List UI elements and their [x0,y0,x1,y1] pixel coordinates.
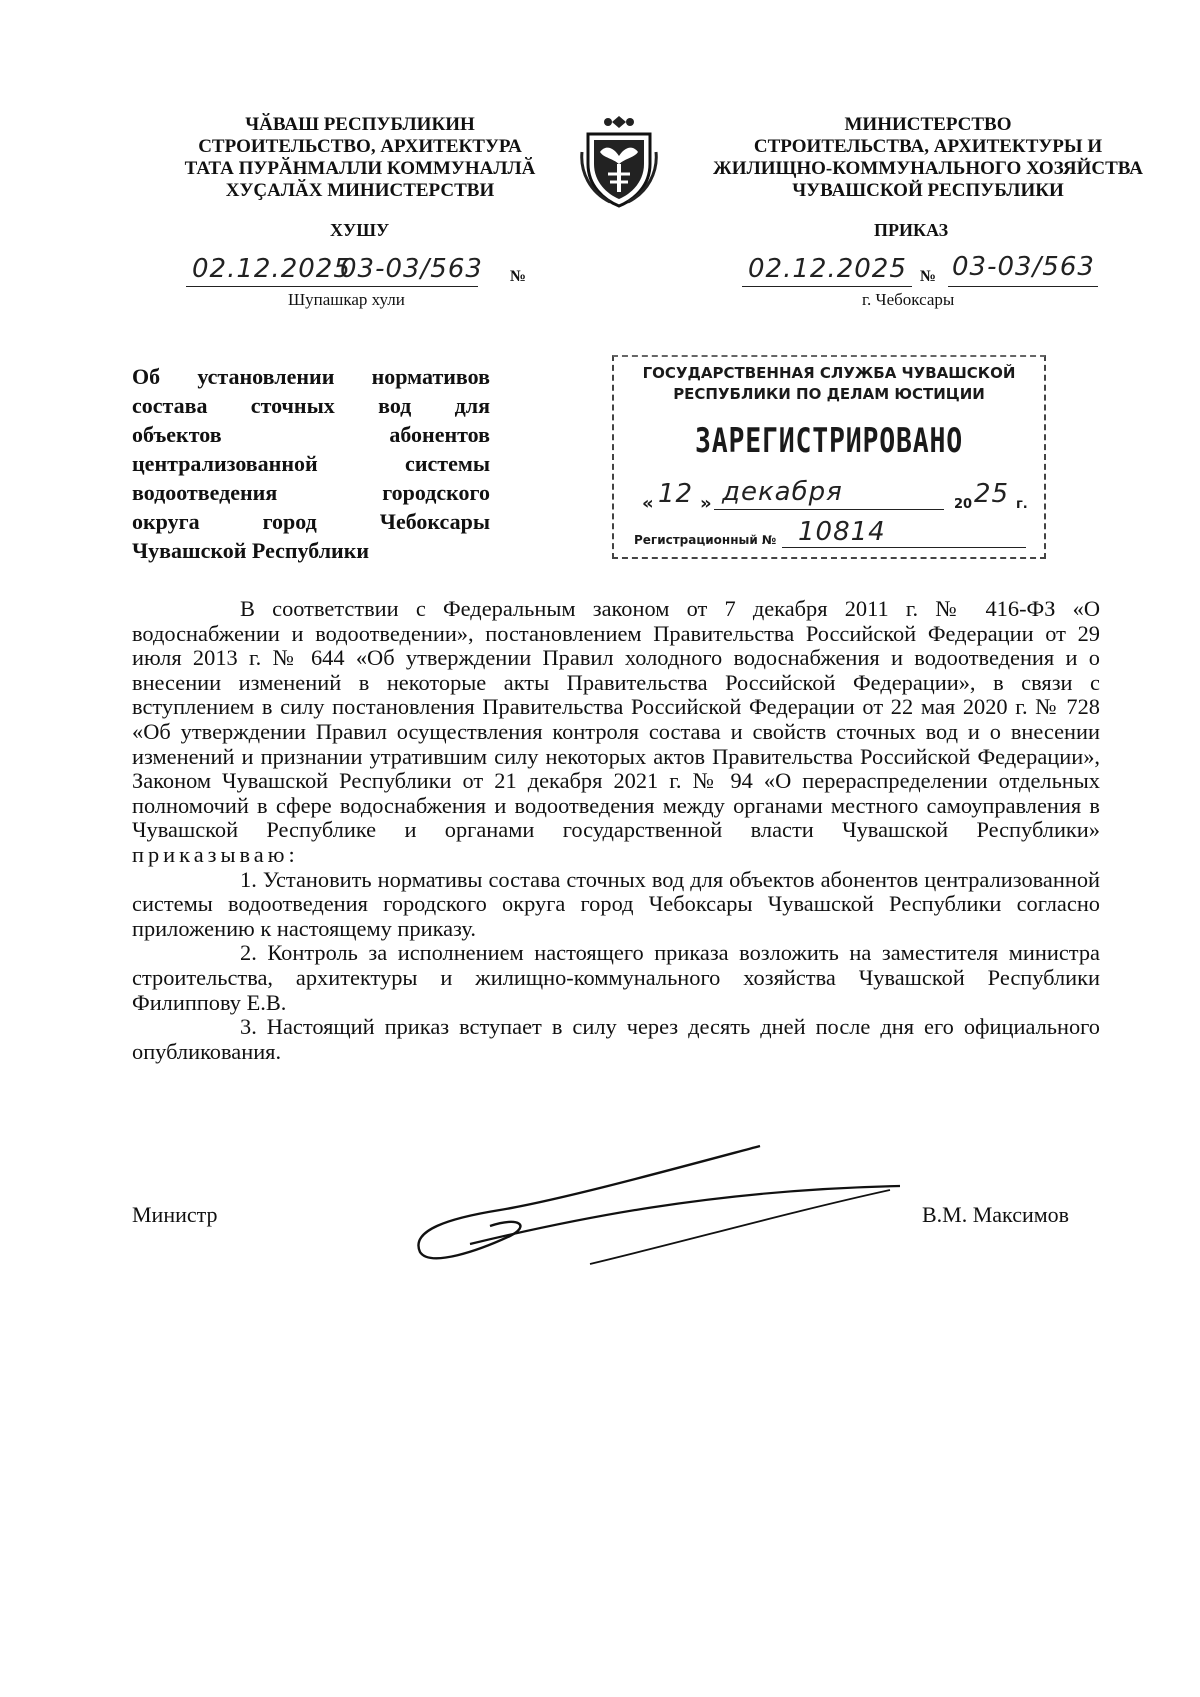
stamp-quote-open: « [642,493,654,514]
doc-kind-russian: ПРИКАЗ [874,220,949,240]
signatory-name: В.М. Максимов [922,1202,1070,1227]
stamp-status: ЗАРЕГИСТРИРОВАНО [695,421,963,461]
header-right-line: ЖИЛИЩНО-КОММУНАЛЬНОГО ХОЗЯЙСТВА [713,158,1143,179]
stamp-year-suffix: 25 [974,479,1010,509]
subject-line: водоотведения городского [132,480,490,505]
doc-kind-chuvash: ХУШУ [330,220,390,240]
preamble-paragraph [132,597,1100,868]
stamp-reg-line [782,547,1026,548]
stamp-month: декабря [722,477,843,507]
chuvash-coat-of-arms-icon [580,112,658,208]
stamp-org-line: РЕСПУБЛИКИ ПО ДЕЛАМ ЮСТИЦИИ [673,385,985,403]
signature-icon [410,1140,910,1270]
order-item: 2. Контроль за исполнением настоящего приказа возложить на заместителя министра строительства, архитектуры и жилищно-коммунального хозяйства Чувашской Республики Филиппову Е.В. [132,940,1100,1015]
order-word: приказываю: [132,841,299,867]
subject-line: централизованной системы [132,451,490,476]
preamble-text: В соответствии с Федеральным законом от 7 декабря 2011 г. № 416-ФЗ «О водоснабжении и водоотведении», постановлением Правительства Российской Федерации от 29 июля 2013 г. № 644 «Об утверждении Правил холодного водоснабжения и водоотведения и о внесении изменений в некоторые акты Правительства Российской Федерации», в связи с вступлением в силу постановления Правительства Российской Федерации от 22 мая 2020 г. № 728 «Об утверждении Правил осуществления контроля состава и свойств сточных вод и о внесении изменений и признании утратившим силу некоторых актов Правительства Российской Федерации», Законом Чувашской Республики от 21 декабря 2021 г. № 94 «О перераспределении отдельных полномочий в сфере водоснабжения и водоотведения между органами местного самоуправления в Чувашской Республике и органами государственной власти Чувашской Республики» [132,596,1100,843]
stamp-year-prefix: 20 [954,497,973,512]
header-right-line: МИНИСТЕРСТВО [844,114,1012,135]
order-subject [132,362,490,565]
header-left-line: ЧӐВАШ РЕСПУБЛИКИН [245,114,475,135]
stamp-day: 12 [658,479,694,509]
order-date-line-right [742,286,912,287]
order-date-left: 02.12.2025 [192,254,351,284]
subject-line: Об установлении нормативов [132,364,490,389]
header-chuvash [150,114,570,202]
header-left-line: ХУҪАЛӐХ МИНИСТЕРСТВИ [225,180,495,201]
order-body [132,597,1100,1064]
number-sign-left: № [510,268,527,285]
subject-line: округа город Чебоксары [132,509,490,534]
stamp-year-unit: г. [1016,497,1028,512]
order-date-right: 02.12.2025 [748,254,907,284]
order-item: 1. Установить нормативы состава сточных вод для объектов абонентов централизованной системы водоотведения городского округа город Чебоксары Чувашской Республики согласно приложению к настоящему приказу. [132,866,1100,941]
order-item: 3. Настоящий приказ вступает в силу через десять дней после дня его официального опубликования. [132,1014,1100,1064]
header-right-line: ЧУВАШСКОЙ РЕСПУБЛИКИ [792,180,1064,201]
subject-line: состава сточных вод для [132,393,490,418]
stamp-org-line: ГОСУДАРСТВЕННАЯ СЛУЖБА ЧУВАШСКОЙ [642,364,1016,382]
stamp-reg-number: 10814 [798,517,886,547]
order-number-left: 03-03/563 [340,254,483,284]
subject-line: Чувашской Республики [132,538,370,563]
stamp-reg-label: Регистрационный № [634,533,777,547]
stamp-quote-close: » [700,493,712,514]
subject-line: объектов абонентов [132,422,490,447]
header-left-line: СТРОИТЕЛЬСТВО, АРХИТЕКТУРА [198,136,522,157]
stamp-organization [614,363,1044,405]
registration-stamp [612,355,1046,559]
order-line-left [186,286,478,287]
stamp-month-line [714,509,944,510]
header-right-line: СТРОИТЕЛЬСТВА, АРХИТЕКТУРЫ И [753,136,1103,157]
place-right: г. Чебоксары [862,290,955,309]
header-left-line: ТАТА ПУРӐНМАЛЛИ КОММУНАЛЛӐ [184,158,536,179]
signatory-title: Министр [132,1202,218,1227]
order-number-line-right [948,286,1098,287]
order-number-right: 03-03/563 [952,252,1095,282]
place-left: Шупашкар хули [288,290,405,309]
number-sign-right: № [920,268,937,285]
header-russian [668,114,1188,202]
